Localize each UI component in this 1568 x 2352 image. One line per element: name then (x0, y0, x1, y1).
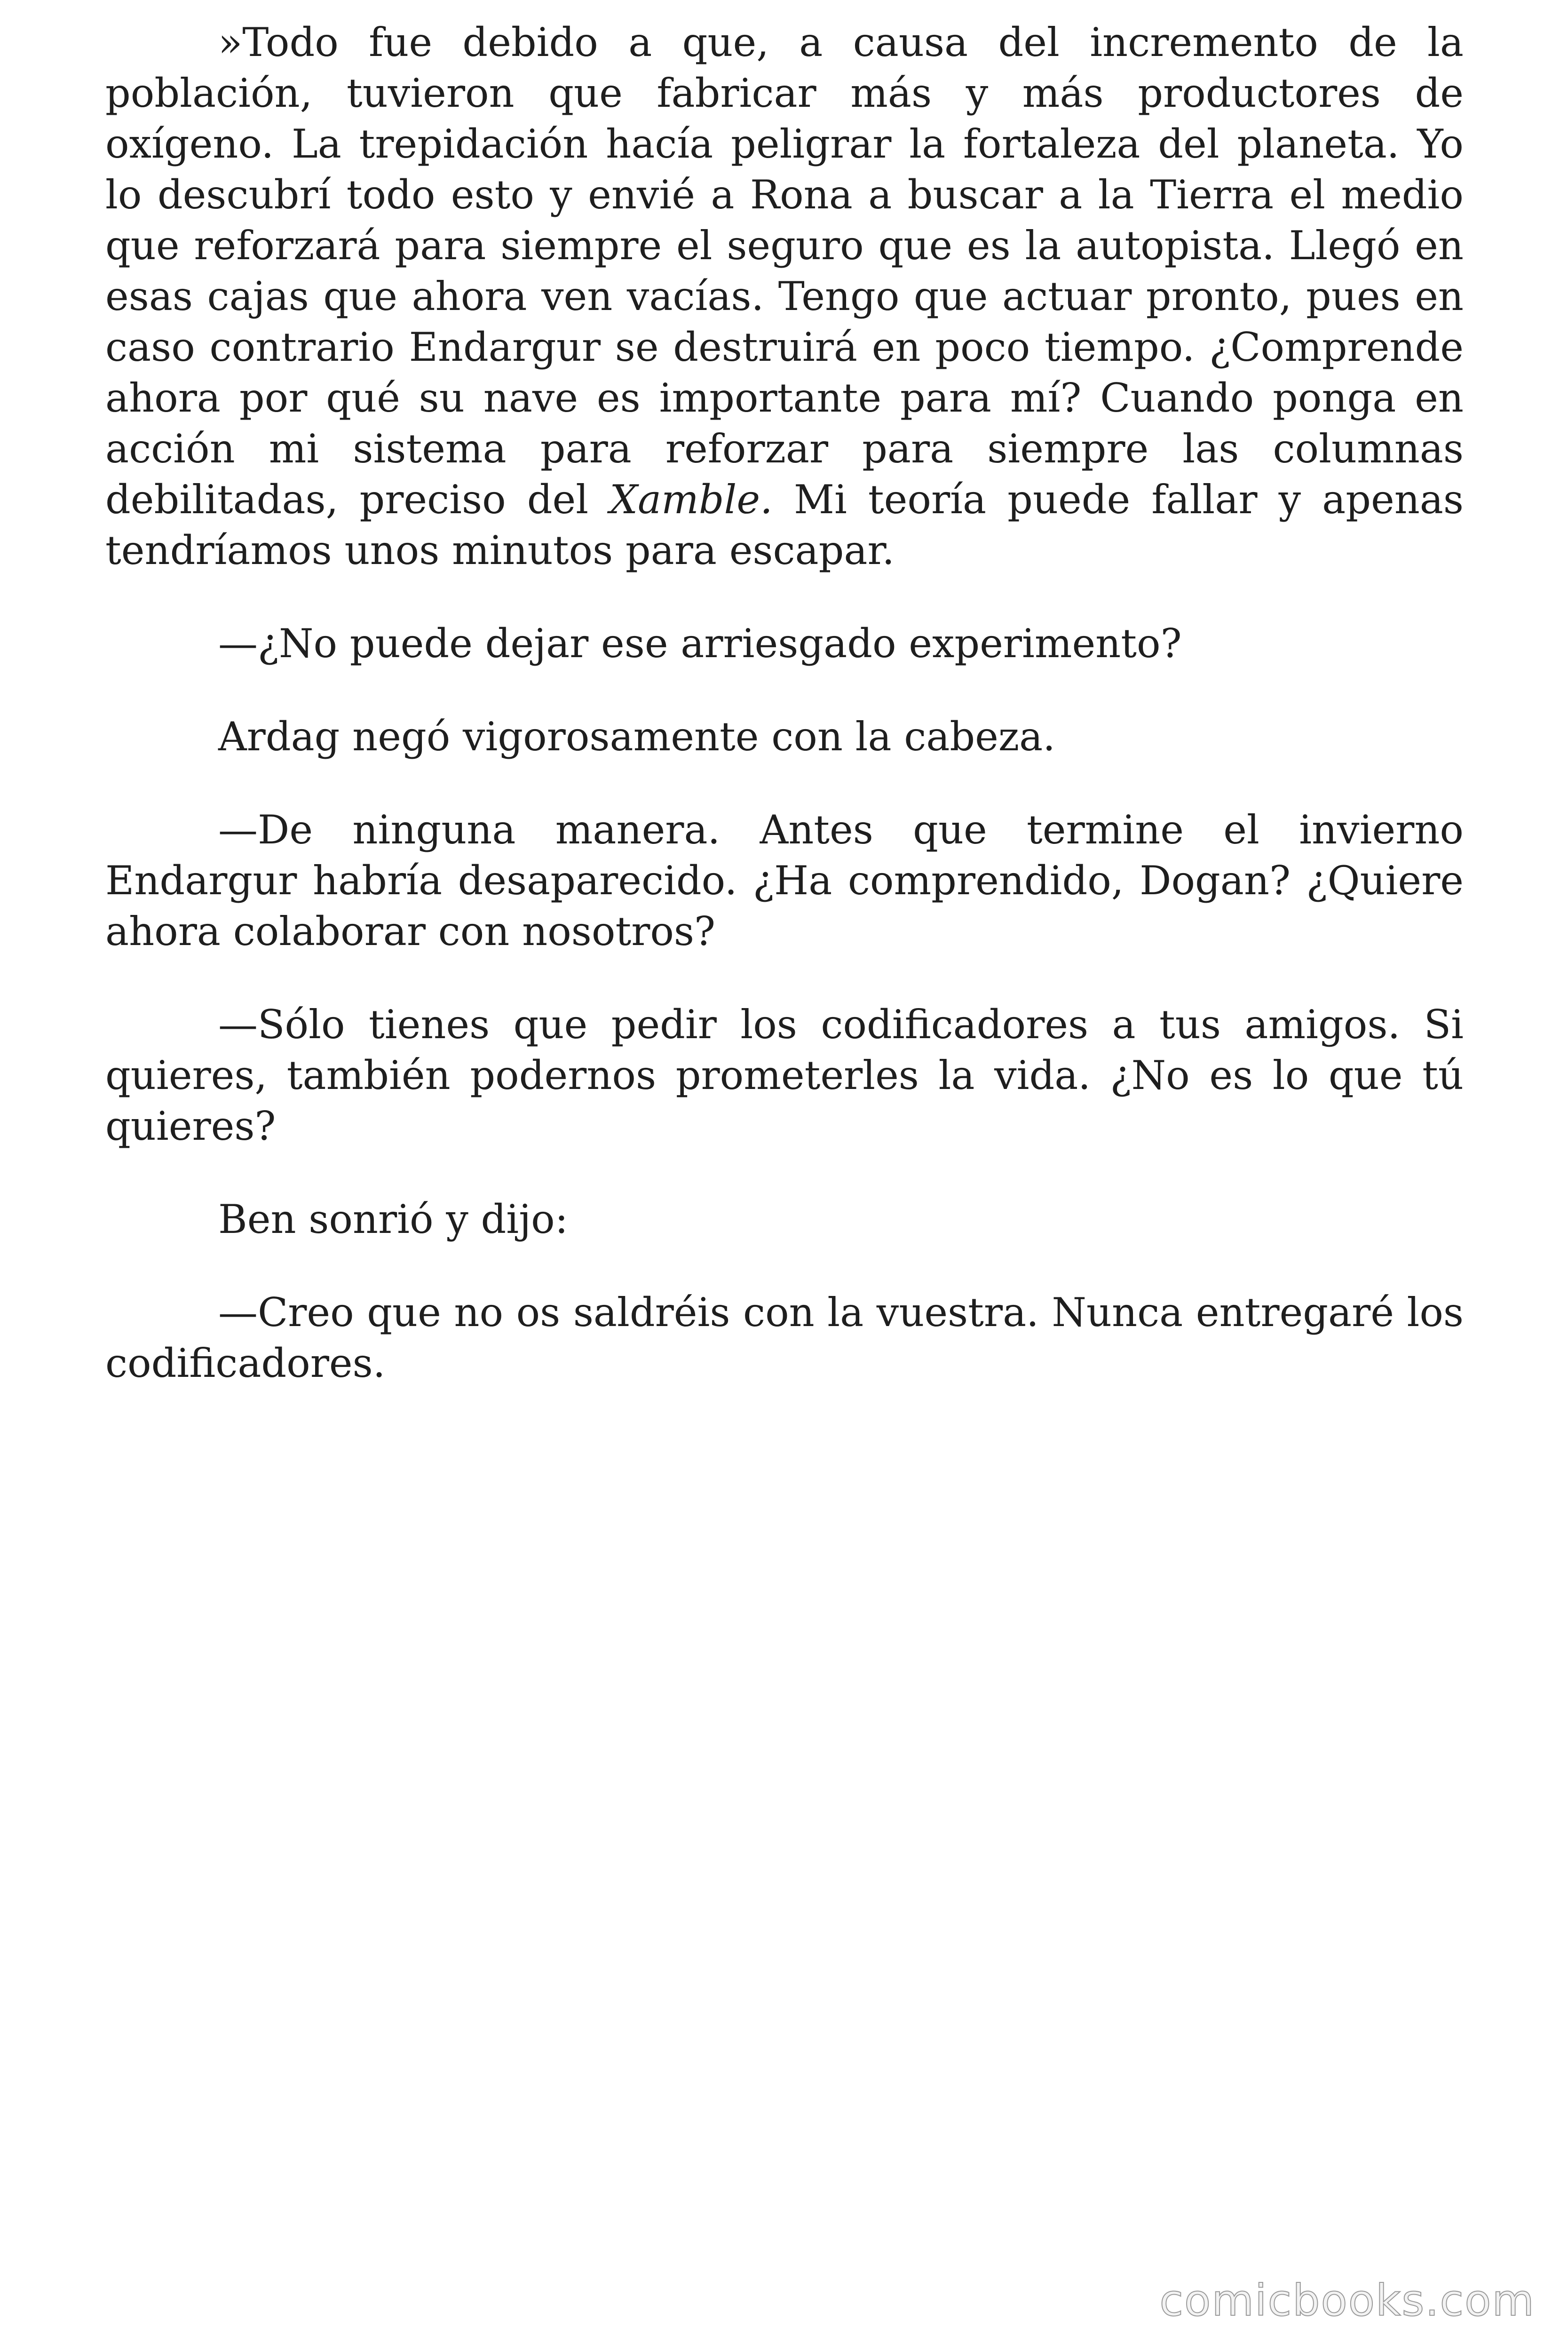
paragraph-2: —¿No puede dejar ese arriesgado experimento? (218, 620, 1182, 667)
paragraph-5: —Sólo tienes que pedir los codificadores a tus amigos. Si quieres, también podernos prometerles la vida. ¿No es lo que tú quieres? (105, 1001, 1464, 1149)
paragraph-7: —Creo que no os saldréis con la vuestra. Nunca entregaré los codificadores. (105, 1289, 1464, 1386)
ship-name-italic: Xamble. (610, 477, 773, 523)
paragraph-1-text-end: Mi teoría puede fallar y apenas tendríamos unos minutos para escapar. (105, 477, 1464, 573)
paragraph-1-text: »Todo fue debido a que, a causa del incremento de la población, tuvieron que fabricar más y más productores de oxígeno. La trepidación hacía peligrar la fortaleza del planeta. Yo lo descubrí todo esto y envié a Rona a buscar a la Tierra el medio que reforzará para siempre el seguro que es la autopista. Llegó en esas cajas que ahora ven vacías. Tengo que actuar pronto, pues en caso contrario Endargur se destruirá en poco tiempo. ¿Comprende ahora por qué su nave es importante para mí? Cuando ponga en acción mi sistema para reforzar para siempre las columnas debilitadas, preciso del (105, 19, 1464, 523)
page-body (105, 17, 1464, 1431)
paragraph-3: Ardag negó vigorosamente con la cabeza. (218, 714, 1055, 760)
paragraph-6: Ben sonrió y dijo: (218, 1196, 569, 1242)
paragraph-1 (105, 17, 1464, 576)
watermark-text: comicbooks.com (1159, 2275, 1535, 2326)
paragraph-4: —De ninguna manera. Antes que termine el invierno Endargur habría desaparecido. ¿Ha comprendido, Dogan? ¿Quiere ahora colaborar con nosotros? (105, 807, 1464, 954)
